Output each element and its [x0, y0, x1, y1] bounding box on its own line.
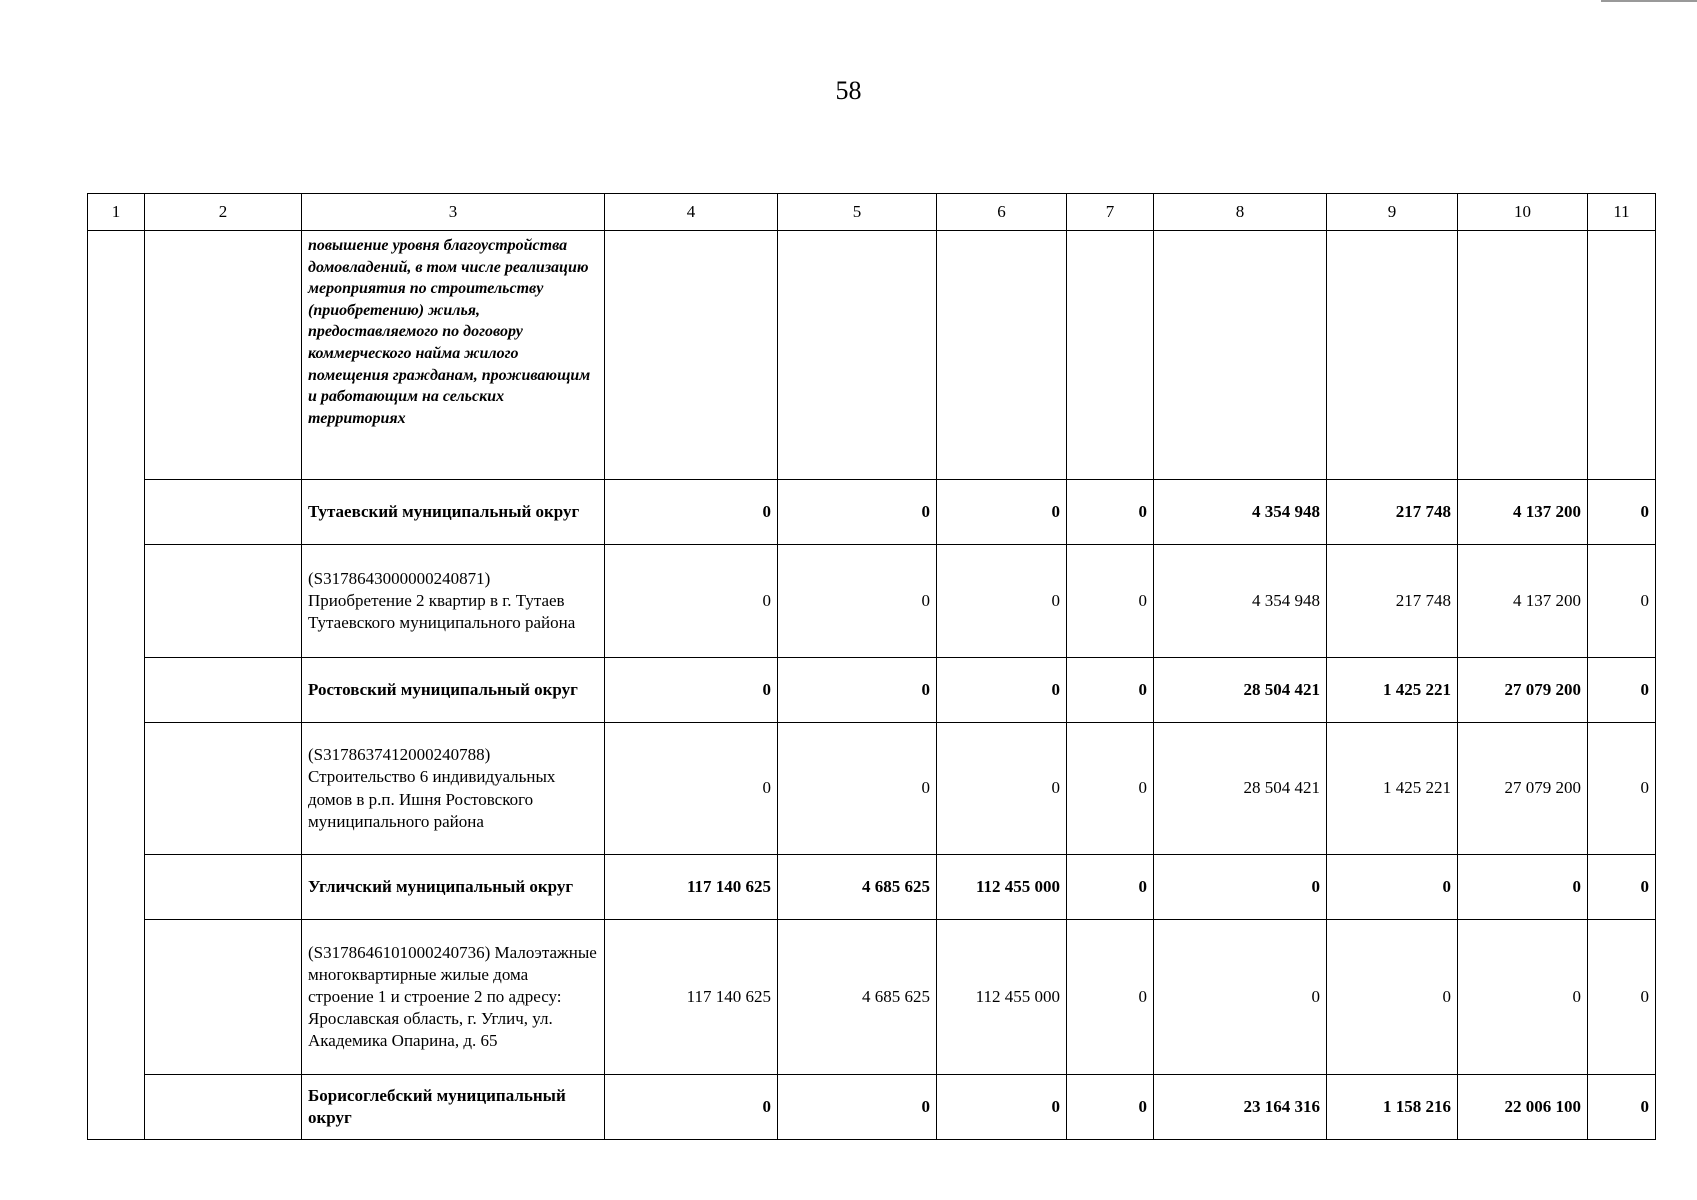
row-name: Ростовский муниципальный округ — [302, 658, 605, 723]
value-col10: 22 006 100 — [1458, 1075, 1588, 1140]
value-col11: 0 — [1588, 920, 1656, 1075]
value-col4: 0 — [605, 658, 778, 723]
value-col11: 0 — [1588, 855, 1656, 920]
value-col9: 1 425 221 — [1327, 658, 1458, 723]
value-col8: 4 354 948 — [1154, 480, 1327, 545]
table-row-total — [88, 658, 1656, 723]
row-name: Борисоглебский муниципальный округ — [302, 1075, 605, 1140]
value-col6: 0 — [937, 480, 1067, 545]
page-number: 58 — [835, 76, 862, 105]
value-col11: 0 — [1588, 480, 1656, 545]
value-col4: 0 — [605, 480, 778, 545]
col-header-9: 9 — [1327, 194, 1458, 231]
cell-col2 — [145, 920, 302, 1075]
value-col10: 4 137 200 — [1458, 480, 1588, 545]
row-name: Угличский муниципальный округ — [302, 855, 605, 920]
table-row-total — [88, 480, 1656, 545]
value-col6: 0 — [937, 723, 1067, 855]
value-col7: 0 — [1067, 658, 1154, 723]
table-row-total — [88, 855, 1656, 920]
value-col8: 28 504 421 — [1154, 723, 1327, 855]
value-col8: 0 — [1154, 855, 1327, 920]
value-col6: 0 — [937, 1075, 1067, 1140]
cell-col2 — [145, 231, 302, 480]
value-col8: 28 504 421 — [1154, 658, 1327, 723]
cell-col2 — [145, 658, 302, 723]
col-header-10: 10 — [1458, 194, 1588, 231]
value-col10: 4 137 200 — [1458, 545, 1588, 658]
table-row-total — [88, 1075, 1656, 1140]
table-row-intro — [88, 231, 1656, 480]
col-header-5: 5 — [778, 194, 937, 231]
value-col7: 0 — [1067, 480, 1154, 545]
value-col9: 0 — [1327, 855, 1458, 920]
value-col11: 0 — [1588, 723, 1656, 855]
col-header-4: 4 — [605, 194, 778, 231]
value-col9: 217 748 — [1327, 545, 1458, 658]
value-col7: 0 — [1067, 920, 1154, 1075]
table-row-item — [88, 920, 1656, 1075]
intro-description: повышение уровня благоустройства домовладений, в том числе реализацию мероприятия по строительству (приобретению) жилья, предоставляемого по договору коммерческого найма жилого помещения гражданам, проживающим и работающим на сельских территориях — [302, 231, 605, 480]
value-col4: 0 — [605, 723, 778, 855]
value-col7: 0 — [1067, 855, 1154, 920]
value-col4: 117 140 625 — [605, 855, 778, 920]
value-col4: 0 — [605, 1075, 778, 1140]
value-col5: 0 — [778, 480, 937, 545]
value-col11: 0 — [1588, 545, 1656, 658]
value-col7: 0 — [1067, 545, 1154, 658]
table-row-item — [88, 723, 1656, 855]
value-col5: 0 — [778, 1075, 937, 1140]
cell-col2 — [145, 723, 302, 855]
row-name: (S3178646101000240736) Малоэтажные многоквартирные жилые дома строение 1 и строение 2 по адресу: Ярославская область, г. Углич, ул. Академика Опарина, д. 65 — [302, 920, 605, 1075]
cell-col2 — [145, 855, 302, 920]
value-col7: 0 — [1067, 1075, 1154, 1140]
value-col9: 217 748 — [1327, 480, 1458, 545]
col-header-2: 2 — [145, 194, 302, 231]
value-col6: 0 — [937, 658, 1067, 723]
column-number-header — [88, 194, 1656, 231]
budget-table — [87, 193, 1656, 1140]
col-header-8: 8 — [1154, 194, 1327, 231]
value-col5: 0 — [778, 545, 937, 658]
cell-col2 — [145, 1075, 302, 1140]
col-header-7: 7 — [1067, 194, 1154, 231]
value-col5: 4 685 625 — [778, 920, 937, 1075]
value-col4: 0 — [605, 545, 778, 658]
cell-col2 — [145, 480, 302, 545]
col-header-11: 11 — [1588, 194, 1656, 231]
value-col4: 117 140 625 — [605, 920, 778, 1075]
value-col8: 23 164 316 — [1154, 1075, 1327, 1140]
value-col10: 27 079 200 — [1458, 658, 1588, 723]
col-header-6: 6 — [937, 194, 1067, 231]
value-col5: 0 — [778, 723, 937, 855]
value-col6: 112 455 000 — [937, 855, 1067, 920]
value-col10: 27 079 200 — [1458, 723, 1588, 855]
value-col11: 0 — [1588, 1075, 1656, 1140]
value-col9: 0 — [1327, 920, 1458, 1075]
table-row-item — [88, 545, 1656, 658]
row-name: (S3178643000000240871) Приобретение 2 квартир в г. Тутаев Тутаевского муниципального района — [302, 545, 605, 658]
value-col8: 4 354 948 — [1154, 545, 1327, 658]
value-col6: 112 455 000 — [937, 920, 1067, 1075]
scan-edge-mark — [1601, 0, 1697, 2]
value-col5: 0 — [778, 658, 937, 723]
col-header-1: 1 — [88, 194, 145, 231]
value-col6: 0 — [937, 545, 1067, 658]
value-col9: 1 158 216 — [1327, 1075, 1458, 1140]
value-col10: 0 — [1458, 855, 1588, 920]
value-col7: 0 — [1067, 723, 1154, 855]
row-name: (S3178637412000240788) Строительство 6 индивидуальных домов в р.п. Ишня Ростовского муниципального района — [302, 723, 605, 855]
cell-col2 — [145, 545, 302, 658]
row-name: Тутаевский муниципальный округ — [302, 480, 605, 545]
value-col8: 0 — [1154, 920, 1327, 1075]
value-col11: 0 — [1588, 658, 1656, 723]
value-col10: 0 — [1458, 920, 1588, 1075]
col-header-3: 3 — [302, 194, 605, 231]
value-col9: 1 425 221 — [1327, 723, 1458, 855]
cell-col1-merged — [88, 231, 145, 1140]
value-col5: 4 685 625 — [778, 855, 937, 920]
